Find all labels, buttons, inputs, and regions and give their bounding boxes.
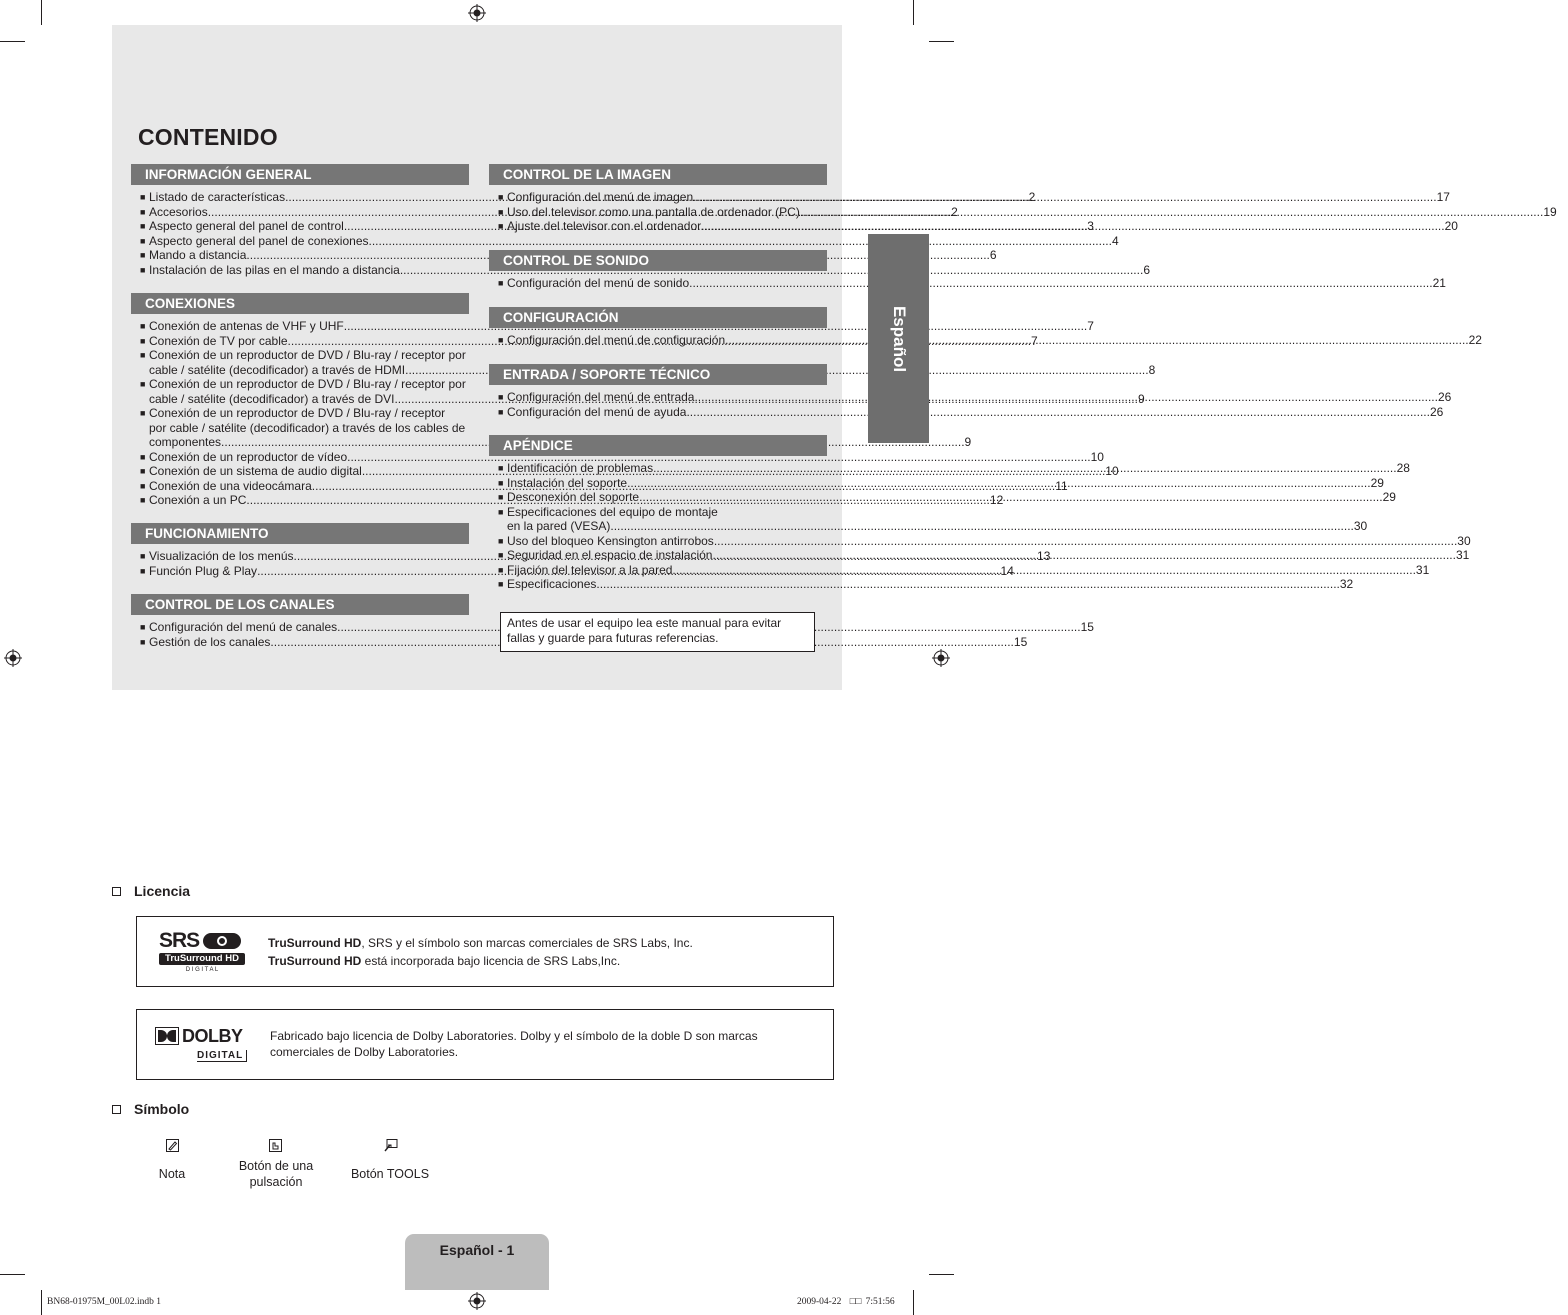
square-bullet-icon: ■ xyxy=(140,221,146,231)
toc-item-line: Conexión de un reproductor de DVD / Blu-ray / receptor xyxy=(149,406,446,420)
license-heading-text: Licencia xyxy=(134,883,191,899)
toc-page-number: 29 xyxy=(1370,475,1384,490)
toc-item-text xyxy=(507,476,1395,491)
toc-section-heading: CONTROL DE LA IMAGEN xyxy=(489,164,827,185)
toc-item-text xyxy=(507,276,1457,291)
dolby-logo-sub: DIGITAL xyxy=(197,1050,247,1062)
registration-mark-icon xyxy=(932,649,950,667)
crop-mark xyxy=(913,0,914,25)
square-bullet-icon: ■ xyxy=(498,406,504,417)
dot-leader xyxy=(596,577,1339,592)
toc-item-line: Configuración del menú de entrada xyxy=(507,390,695,404)
note-box: Antes de usar el equipo lea este manual para evitar fallas y guarde para futuras referencias. xyxy=(500,612,815,652)
toc-page-number: 26 xyxy=(1437,390,1452,404)
toc-item[interactable] xyxy=(498,390,1452,405)
registration-mark-icon xyxy=(4,649,22,667)
srs-trademark-name: TruSurround HD xyxy=(268,936,362,950)
toc-page-number: 19 xyxy=(1543,204,1557,219)
square-bullet-icon: ■ xyxy=(140,495,146,505)
toc-item-text xyxy=(507,205,1568,220)
checkbox-bullet-icon xyxy=(112,887,121,896)
dot-leader xyxy=(639,490,1382,505)
toc-page-number: 31 xyxy=(1415,562,1430,577)
toc-section-heading: INFORMACIÓN GENERAL xyxy=(131,164,469,185)
note-icon xyxy=(166,1139,179,1152)
toc-item-text xyxy=(507,548,1480,563)
toc-item-line: Conexión de un reproductor de DVD / Blu-ray / receptor por xyxy=(149,348,466,362)
toc-item-line: Configuración del menú de configuración xyxy=(507,333,726,347)
toc-page-number: 30 xyxy=(1457,533,1471,548)
toc-item[interactable] xyxy=(498,533,1471,549)
page-title: CONTENIDO xyxy=(138,124,278,150)
toc-item-line: Aspecto general del panel de control xyxy=(149,219,344,233)
toc-item-line: Configuración del menú de canales xyxy=(149,620,338,634)
license-heading xyxy=(112,883,190,899)
toc-item-line: cable / satélite (decodificador) a través de HDMI xyxy=(149,362,406,377)
toc-item-line: Especificaciones xyxy=(507,577,597,591)
square-bullet-icon: ■ xyxy=(140,565,146,576)
toc-item[interactable] xyxy=(498,333,1482,348)
toc-page-number: 28 xyxy=(1396,461,1410,475)
toc-item[interactable] xyxy=(140,319,1094,334)
square-bullet-icon: ■ xyxy=(140,451,146,462)
dot-leader xyxy=(725,333,1468,348)
toc-page-number: 7 xyxy=(1087,319,1094,333)
toc-item[interactable] xyxy=(140,449,1104,465)
toc-page-number: 6 xyxy=(989,248,997,262)
toc-item[interactable] xyxy=(140,233,1119,249)
toc-page-number: 13 xyxy=(1037,549,1051,563)
square-bullet-icon: ■ xyxy=(140,250,146,260)
toc-item-text xyxy=(507,461,1421,476)
square-bullet-icon: ■ xyxy=(140,235,146,246)
toc-item-text xyxy=(507,190,1461,205)
dot-leader xyxy=(800,205,1543,220)
toc-page-number: 22 xyxy=(1468,333,1482,347)
dot-leader xyxy=(712,548,1455,563)
toc-item-line: Función Plug & Play xyxy=(149,563,258,578)
toc-item[interactable] xyxy=(498,204,1557,220)
crop-mark xyxy=(929,1274,954,1275)
dolby-double-d-icon xyxy=(155,1027,179,1045)
dot-leader xyxy=(653,461,1396,476)
square-bullet-icon: ■ xyxy=(498,392,504,402)
toc-item-line: Mando a distancia xyxy=(149,248,247,262)
square-bullet-icon: ■ xyxy=(498,535,504,546)
toc-page-number: 32 xyxy=(1339,577,1354,591)
toc-item-text xyxy=(507,333,1493,348)
toc-item-text xyxy=(149,234,1130,249)
crop-mark xyxy=(0,1274,25,1275)
toc-item-list xyxy=(489,190,1557,234)
toc-page-number: 3 xyxy=(1087,219,1094,233)
toc-page-number: 10 xyxy=(1105,464,1119,478)
toc-page-number: 30 xyxy=(1353,519,1368,533)
toc-item-line: por cable / satélite (decodificador) a través de los cables de xyxy=(149,420,466,435)
toc-page-number: 26 xyxy=(1429,404,1444,419)
srs-trademark-name: TruSurround HD xyxy=(268,954,362,968)
square-bullet-icon: ■ xyxy=(140,408,146,418)
symbol-label: Botón de una pulsación xyxy=(238,1159,314,1189)
crop-mark xyxy=(929,41,954,42)
toc-section xyxy=(489,250,1446,291)
square-bullet-icon: ■ xyxy=(498,506,504,517)
toc-page-number: 4 xyxy=(1111,233,1119,248)
toc-section-heading: ENTRADA / SOPORTE TÉCNICO xyxy=(489,364,827,385)
toc-page-number: 8 xyxy=(1148,362,1156,377)
toc-item-list xyxy=(489,390,1452,419)
toc-page-number: 12 xyxy=(989,493,1004,507)
toc-item-line: Configuración del menú de ayuda xyxy=(507,404,687,419)
srs-trademark-text: , SRS y el símbolo son marcas comerciales de SRS Labs, Inc. xyxy=(361,936,693,950)
toc-item-line: Identificación de problemas xyxy=(507,461,654,475)
checkbox-bullet-icon xyxy=(112,1105,121,1114)
dot-leader xyxy=(627,476,1370,491)
toc-page-number: 17 xyxy=(1436,190,1450,204)
dot-leader xyxy=(369,234,1112,249)
square-bullet-icon: ■ xyxy=(140,480,146,491)
toc-page-number: 11 xyxy=(1055,478,1068,493)
dot-leader xyxy=(693,190,1436,205)
toc-item-text xyxy=(507,577,1364,592)
toc-page-number: 6 xyxy=(1143,262,1150,277)
square-bullet-icon: ■ xyxy=(498,278,504,288)
dot-leader xyxy=(694,390,1437,405)
square-bullet-icon: ■ xyxy=(140,264,146,275)
square-bullet-icon: ■ xyxy=(140,206,146,217)
toc-item-line: Configuración del menú de sonido xyxy=(507,276,690,290)
toc-item-line: Listado de características xyxy=(149,190,286,204)
toc-item-line: Conexión de una videocámara xyxy=(149,478,312,493)
toc-item[interactable] xyxy=(140,262,1150,278)
toc-item-line: Fijación del televisor a la pared xyxy=(507,562,673,577)
square-bullet-icon: ■ xyxy=(140,551,146,561)
srs-logo-text: SRS xyxy=(159,929,200,952)
toc-item-line: Uso del bloqueo Kensington antirrobos xyxy=(507,533,714,548)
toc-item-line: Desconexión del soporte xyxy=(507,490,640,504)
toc-section-heading: CONEXIONES xyxy=(131,293,469,314)
square-bullet-icon: ■ xyxy=(140,321,146,331)
srs-logo-band: TruSurround HD xyxy=(159,953,245,965)
dolby-logo-text: DOLBY xyxy=(182,1026,243,1046)
footer-file: BN68-01975M_00L02.indb 1 xyxy=(47,1297,161,1307)
toc-item-text xyxy=(507,490,1407,505)
square-bullet-icon: ■ xyxy=(498,206,504,217)
footer-date-glyphs: □□ xyxy=(849,1297,862,1307)
footer-date: 2009-04-22 xyxy=(797,1297,842,1307)
toc-item-text xyxy=(507,505,1378,534)
toc-section-heading: FUNCIONAMIENTO xyxy=(131,523,469,544)
registration-mark-icon xyxy=(468,4,486,22)
toc-item[interactable] xyxy=(498,190,1450,205)
toc-item-line: Conexión de TV por cable xyxy=(149,333,288,348)
toc-item-text xyxy=(507,534,1482,549)
dot-leader xyxy=(672,563,1415,578)
square-bullet-icon: ■ xyxy=(140,636,146,647)
toc-page-number: 31 xyxy=(1455,548,1470,562)
srs-trademark-text: está incorporada bajo licencia de SRS Labs,Inc. xyxy=(361,954,621,968)
toc-page-number: 29 xyxy=(1382,490,1396,504)
toc-item-line: Instalación de las pilas en el mando a distancia xyxy=(149,262,400,277)
dot-leader xyxy=(701,219,1444,234)
toc-page-number: 2 xyxy=(1028,190,1036,204)
toc-item-text xyxy=(507,405,1454,420)
crop-mark xyxy=(913,1290,914,1315)
square-bullet-icon: ■ xyxy=(498,492,504,502)
toc-item-line: Uso del televisor como una pantalla de ordenador (PC) xyxy=(507,204,800,219)
toc-item-line: Especificaciones del equipo de montaje xyxy=(507,504,718,519)
square-bullet-icon: ■ xyxy=(498,335,504,345)
crop-mark xyxy=(41,1290,42,1315)
toc-page-number: 15 xyxy=(1013,634,1028,649)
dot-leader xyxy=(689,276,1432,291)
dolby-logo xyxy=(155,1027,255,1065)
toc-item-line: cable / satélite (decodificador) a través de DVI xyxy=(149,391,395,406)
symbol-label: Nota xyxy=(158,1167,186,1181)
tools-button-icon xyxy=(384,1139,398,1152)
crop-mark xyxy=(41,0,42,25)
toc-page-number: 10 xyxy=(1090,449,1104,464)
square-bullet-icon: ■ xyxy=(140,466,146,476)
toc-item-line: Gestión de los canales xyxy=(149,634,271,649)
page-number: Español - 1 xyxy=(439,1242,515,1258)
toc-item-line: Configuración del menú de imagen xyxy=(507,190,694,204)
square-bullet-icon: ■ xyxy=(140,192,146,202)
crop-mark xyxy=(0,41,25,42)
square-bullet-icon: ■ xyxy=(498,564,504,575)
square-bullet-icon: ■ xyxy=(498,463,504,473)
srs-logo-sub: D I G I T A L xyxy=(185,967,219,973)
toc-item-line: componentes xyxy=(149,435,222,449)
square-bullet-icon: ■ xyxy=(140,379,146,389)
toc-item-line: Visualización de los menús xyxy=(149,549,294,563)
toc-page-number: 7 xyxy=(1031,333,1038,348)
toc-item[interactable] xyxy=(498,276,1446,291)
dot-leader xyxy=(610,519,1353,534)
toc-item-text xyxy=(507,390,1462,405)
toc-item-list xyxy=(489,276,1446,291)
toc-item-line: Aspecto general del panel de conexiones xyxy=(149,233,369,248)
symbol-heading xyxy=(112,1101,189,1117)
square-bullet-icon: ■ xyxy=(140,350,146,360)
symbol-heading-text: Símbolo xyxy=(134,1101,190,1117)
toc-page-number: 9 xyxy=(964,435,972,449)
toc-item-line: Seguridad en el espacio de instalación xyxy=(507,548,713,562)
square-bullet-icon: ■ xyxy=(140,622,146,632)
toc-item-text xyxy=(507,219,1469,234)
toc-item[interactable] xyxy=(140,634,1028,650)
toc-item[interactable] xyxy=(498,404,1444,420)
toc-item-line: en la pared (VESA) xyxy=(507,519,611,533)
toc-item-line: Conexión de antenas de VHF y UHF xyxy=(149,319,344,333)
square-bullet-icon: ■ xyxy=(140,335,146,346)
toc-item-line: Instalación del soporte xyxy=(507,475,628,490)
srs-logo xyxy=(159,931,249,973)
footer-timestamp xyxy=(797,1297,895,1307)
toc-item-text xyxy=(507,563,1440,578)
toc-section-heading: APÉNDICE xyxy=(489,435,827,456)
symbol-label: Botón TOOLS xyxy=(350,1167,430,1181)
toc-section xyxy=(489,364,1452,419)
toc-item-line: Conexión a un PC xyxy=(149,493,247,507)
srs-license-text xyxy=(268,934,693,970)
square-bullet-icon: ■ xyxy=(498,579,504,589)
toc-page-number: 15 xyxy=(1080,620,1094,634)
toc-item-line: Conexión de un reproductor de vídeo xyxy=(149,449,348,464)
srs-license-box xyxy=(136,916,834,987)
language-tab xyxy=(868,234,929,443)
toc-item-line: Conexión de un reproductor de DVD / Blu-ray / receptor por xyxy=(149,377,466,391)
toc-page-number: 14 xyxy=(1000,563,1014,578)
toc-page-number: 2 xyxy=(951,204,958,219)
dot-leader xyxy=(714,534,1457,549)
dot-leader xyxy=(686,405,1429,420)
square-bullet-icon: ■ xyxy=(498,192,504,202)
footer-time: 7:51:56 xyxy=(865,1297,895,1307)
toc-item[interactable] xyxy=(498,219,1458,234)
toc-page-number: 9 xyxy=(1137,391,1145,406)
toc-item-line: Conexión de un sistema de audio digital xyxy=(149,464,362,478)
registration-mark-icon xyxy=(468,1292,486,1310)
toc-item-list xyxy=(489,333,1482,348)
square-bullet-icon: ■ xyxy=(498,221,504,231)
square-bullet-icon: ■ xyxy=(498,550,504,560)
toc-page-number: 21 xyxy=(1432,276,1446,290)
toc-section-heading: CONTROL DE SONIDO xyxy=(489,250,827,271)
dolby-license-text: Fabricado bajo licencia de Dolby Laboratories. Dolby y el símbolo de la doble D son marcas comerciales de Dolby Laboratories. xyxy=(270,1029,758,1059)
toc-section-heading: CONFIGURACIÓN xyxy=(489,307,827,328)
toc-section-heading: CONTROL DE LOS CANALES xyxy=(131,594,469,615)
language-tab-label: Español xyxy=(889,305,909,372)
dolby-license-box xyxy=(136,1009,834,1080)
toc-item[interactable] xyxy=(498,504,1368,534)
toc-item-line: Accesorios xyxy=(149,204,208,219)
one-touch-button-icon xyxy=(269,1139,282,1152)
toc-section xyxy=(489,164,1557,234)
square-bullet-icon: ■ xyxy=(498,477,504,488)
srs-symbol-icon xyxy=(202,932,242,950)
toc-item-line: Ajuste del televisor con el ordenador xyxy=(507,219,702,233)
toc-page-number: 20 xyxy=(1444,219,1458,233)
toc-item[interactable] xyxy=(498,577,1354,592)
